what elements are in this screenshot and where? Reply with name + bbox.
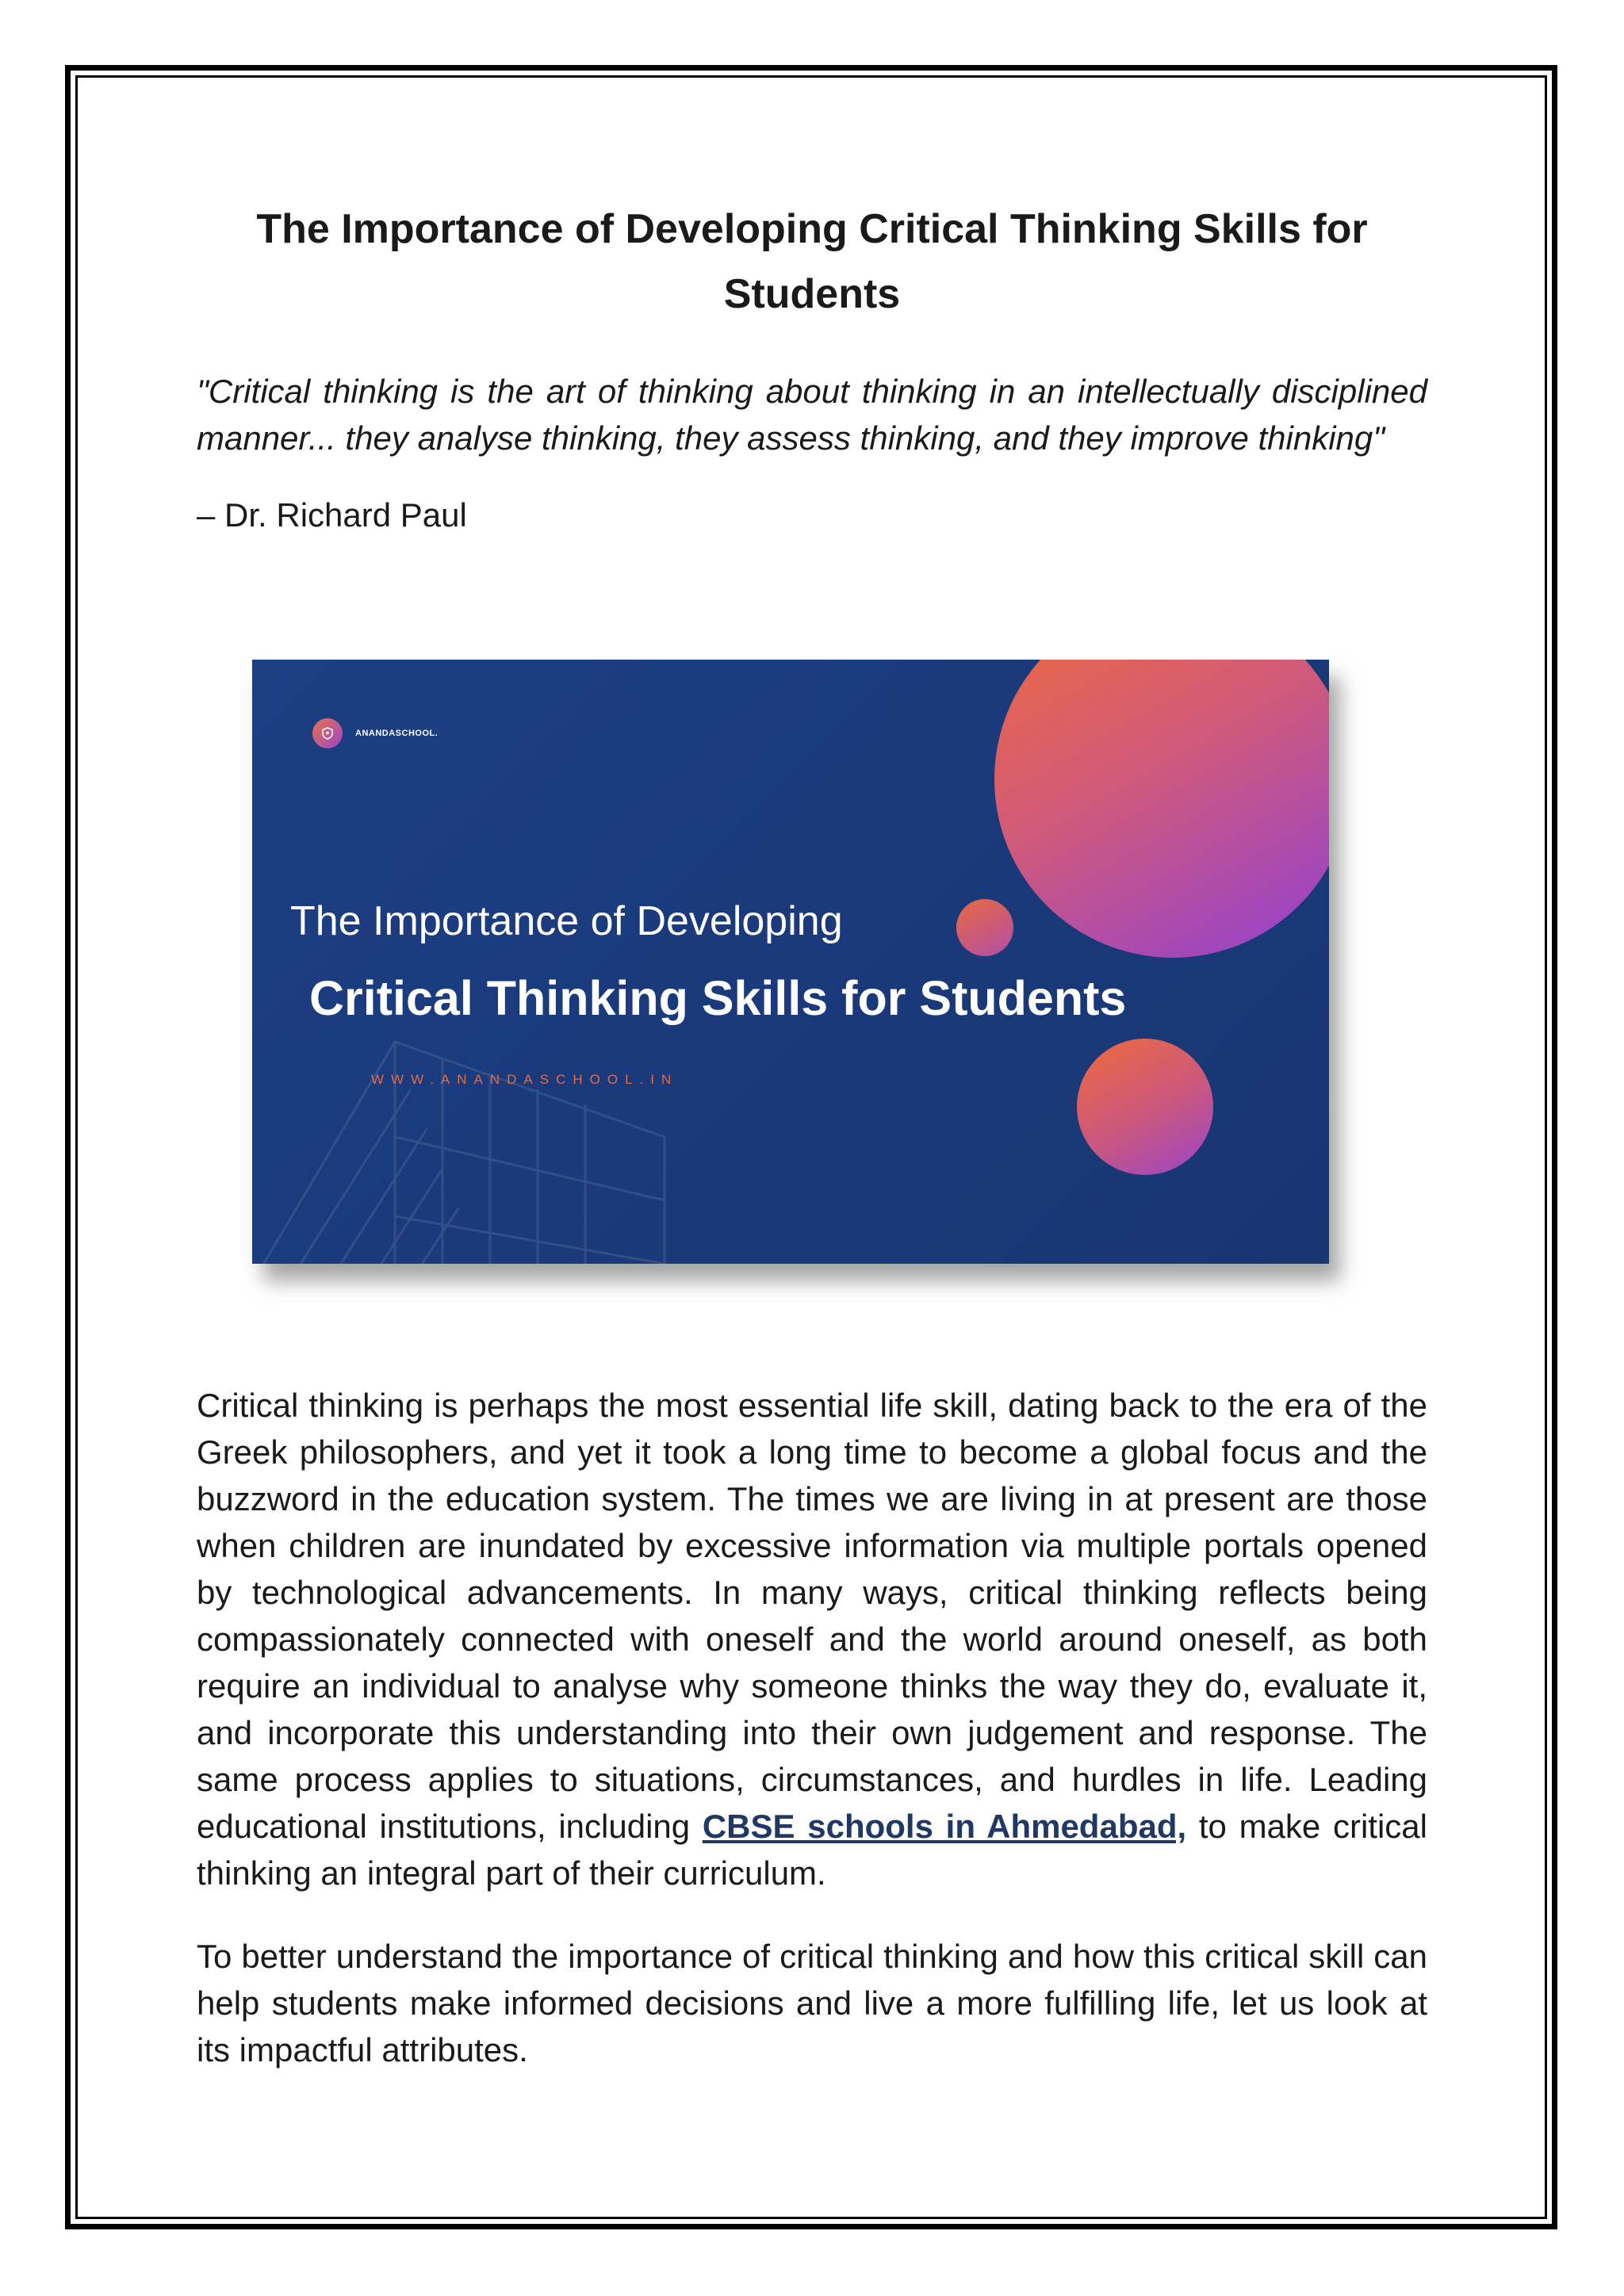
brand-name: ANANDASCHOOL. — [355, 729, 439, 738]
body-paragraph-2: To better understand the importance of critical thinking and how this critical skill can help students make informed decisions and live a more fulfilling life, let us look at its impactful attributes. — [197, 1938, 1427, 2068]
decorative-circle-medium — [1077, 1039, 1213, 1175]
quote: "Critical thinking is the art of thinking about thinking in an intellectually disciplined manner... they analyse thinking, they assess thinking, and they improve thinking" — [197, 373, 1427, 457]
quote-attribution: – Dr. Richard Paul — [197, 496, 467, 534]
banner-url: WWW.ANANDASCHOOL.IN — [371, 1072, 679, 1087]
decorative-circle-large — [994, 660, 1329, 958]
banner-headline-line2: Critical Thinking Skills for Students — [309, 971, 1127, 1025]
banner-headline-line1: The Importance of Developing — [290, 898, 843, 944]
logo-shield-icon — [312, 718, 343, 748]
paragraph-1-text: Critical thinking is perhaps the most essential life skill, dating back to the era of the Greek philosophers, and yet it took a long time to become a global focus and the buzzword in the education system. The times we are living in at present are those when children are inundated by excessive information via multiple portals opened by technological advancements. In many ways, critical thinking reflects being compassionately connected with oneself and the world around oneself, as both require an individual to analyse why someone thinks the way they do, evaluate it, and incorporate this understanding into their own judgement and response. The same process applies to situations, circumstances, and hurdles in life. Leading educational institutions, including — [197, 1387, 1427, 1845]
body-paragraph-1 — [197, 1382, 1427, 1896]
banner-image — [252, 660, 1329, 1264]
cbse-schools-link[interactable]: CBSE schools in Ahmedabad, — [702, 1808, 1187, 1845]
brand-logo — [312, 718, 438, 748]
page-title: The Importance of Developing Critical Thinking Skills for Students — [256, 206, 1368, 317]
decorative-circle-small — [956, 899, 1013, 956]
banner — [252, 660, 1329, 1264]
article-header — [197, 197, 1427, 538]
paragraph-1-text-end: to make critical thinking an integral part of their curriculum. — [197, 1808, 1427, 1892]
